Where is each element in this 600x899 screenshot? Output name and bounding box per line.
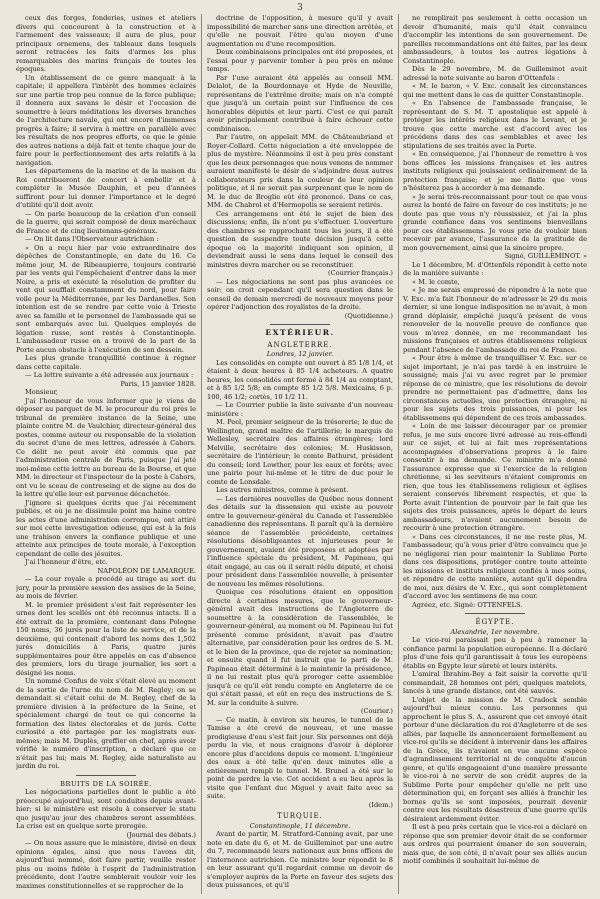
article-paragraph: — Ce matin, à environ six heures, le tunnel de la Tamise a été crevé de nouveau, et une masse prodigieuse d'eau s'est fait jour. Six personnes ont déjà perdu la vie, et nous craignons d'avoir à déplorer encore plus d'accidens depuis ce moment. L'ingénieur des eaux a été telle qu'en deux minutes elle a entièrement rempli le tunnel. M. Brunel a été sur le point de perdre la vie. Cet accident a eu lieu après la visite que l'enfant duc Miguel y avait faite avec sa suite. [207, 715, 393, 800]
article-paragraph: « M. le comte, [412, 277, 460, 286]
article-sig: NAPOLÉON DE LAMARQUE. [97, 566, 196, 575]
article-dateline: Londres, 12 janvier. [266, 350, 334, 358]
article-heading: EXTÉRIEUR. [265, 328, 335, 337]
article-paragraph: — Les négociations ne sont pas plus avancées ce soir: on croit cependant qu'il sera question dans le conseil de demain mercredi de nouveaux moyens pour opérer l'adjonction des royalistes de la droite. [207, 277, 393, 311]
article-paragraph: Les départemens de la marine et de la maison du Roi contribueront de concert à embellir et à compléter le Musée Dauphin, et peu d'années suffiront pour lui donner l'importance et le degré d'utilité qu'il doit avoir. [16, 167, 196, 209]
article-paragraph: ne remplirait pas seulement à cette occasion un devoir d'humanité, mais qu'il était convaincu d'accomplir les intentions de son gouvernement. De pareilles recommandations ont été faites, par les deux ambassadeurs, à toutes les autres légations à Constantinople. [403, 14, 587, 65]
article-paragraph: — On nous assure que le ministère, divisé en deux opinions égales, ainsi que nous l'avons dit, aujourd'hui nommé, doit faire partir, veuille rester plus ou moins fidèle à l'esprit de l'administration précédente, dont l'autre semblerait vouloir voir les maximes constitutionnelles et se rapprocher de la [16, 839, 196, 890]
article-small: BRUITS DE LA SOIRÉE. [60, 779, 152, 788]
article-paragraph: M. Peel, premier seigneur de la trésorerie; le duc de Wellington, grand maître de l'artillerie; le marquis de Wellesley, secrétaire des affaires étrangères; lord Melville, secrétaire des colonies; M. Huskisson, secrétaire de l'intérieur; le comte Bathurst, président du conseil; lord Lowther, pour les eaux et forêts; avec une pairie pour lui-même et le titre de duc pour le comte de Lonsdale. [207, 418, 393, 486]
article-paragraph: Dès le 29 novembre, M. de Guilleminot avait adressé la note suivante au baron d'Ottenfels : [403, 65, 587, 82]
article-sig: (Courier.) [360, 707, 393, 715]
article-subhead: ANGLETERRE. [267, 340, 333, 349]
article-sig: (Idem.) [368, 800, 393, 809]
article-paragraph: « On a reçu hier par voie extraordinaire des dépêches de Constantinople, en date du 16. Ce même jour, M. de Ribeaupierre, toujours contrarié par les vents qui l'empêchaient d'entrer dans la mer Noire, a pris et exécuté la résolution de profiter du vent qui soufflait constamment du nord, pour faire voile pour la Méditerranée, par les Dardanelles. Son intention est de se rendre par cette voie à Trieste avec sa famille et le personnel de l'ambassade qui se sont embarqués avec lui. Quelques employés de légation russe, sont restés à Constantinople. L'ambassadeur russe en a trouvé de la part de la Porte aucun obstacle à l'exécution de son dessein. [16, 243, 196, 354]
article-paragraph: M. le premier président s'est fait représenter les urnes dont les scellés ont été reconnus intacts. Il a été extrait de la première, contenant dans Pologne 150 noms, 36 jurés pour la liste de service, et de la deuxième, qui contenait d'abord les noms des 1,502 jurés domiciliés à Paris, quatre jurés supplémentaires pour être appelés en cas d'absence des premiers, lors du tirage journalier, les sort a désigné les noms. [16, 600, 196, 677]
article-paragraph: Un nommé Confus de voix s'était élevé au moment de la sortie de l'urne du nom de M. Regley; on se demandait si c'était celui de M. Regley, chef de la première division à la préfecture de la Seine, et spécialement chargé de tout ce qui concerne la formation des listes électorales et de jurés. Cette curiosité a été partagée par les magistrats eux-mêmes; mais M. Duplès, greffier en chef, après avoir vérifié le numéro d'inscription, a déclaré que ce n'était pas lui; mais M. Regley, aide naturaliste au jardin du roi. [16, 677, 196, 770]
article-paragraph: « M. le baron, « V. Exc. connaît les circonstances qui me mettent dans le cas de quitter Constantinople. [403, 82, 587, 99]
article-paragraph: Il est à peu près certain que le vice-roi a déclaré en réponse que son premier devoir était de se conformer aux ordres qui pourraient émaner de son souverain, mais que, de son côté, il n'avait pour ses alliés aucun motif combinés il souhaitait lui-même de [403, 823, 587, 865]
article-paragraph: J'ai l'honneur de vous informer que je viens de déposer au parquet de M. le procureur du roi près le tribunal de première instance de la Seine, une plainte contre M. de Vaulchier, directeur-général des postes, comme auteur ou responsable de la violation du secret d'une de mes lettres, adressée à Cahors. Ce délit ne peut avoir été commis que par l'administration centrale de Paris, puisque j'ai jeté moi-même cette lettre au bureau de la Bourse, et que MM. le directeur et l'inspecteur de la poste à Cahors, ont vu le sceau de contreseing et de signe au dos de la lettre qu'elle leur est parvenue décachetée. [16, 396, 196, 498]
article-paragraph: Monsieur, [25, 388, 59, 396]
section-separator [76, 775, 136, 776]
article-sig: Paris, 15 janvier 1828. [120, 379, 196, 388]
article-paragraph: « Pour être à même de tranquilliser V. Exc. sur ce sujet important, je n'ai pas tardé à en instruire le soussigné; mais j'ai vu avec regret par le premier réponse de ce ministre, que les résolutions de devoir prendre ne permettaient pas d'admettre, dans les circonstances actuelles, une protection étrangère, ni pour les sujets des trois puissances, ni pour les établissemens qui dépendent de ces trois ambassades. [403, 354, 587, 422]
article-paragraph: Le vice-roi paraissait peu à peu à ramener la confiance parmi la population européenne. Il a déclaré plus d'une fois qu'il garantissait à tous les européens établis en Égypte leur sûreté et leurs intérêts. [403, 636, 587, 670]
article-paragraph: — La cour royale a procédé au tirage au sort du jury, pour la première session des assises de la Seine, au mois de février. [16, 575, 196, 600]
article-paragraph: L'amiral Ibrahim-Bey a fait saisir la corvette qu'il commandait, 28 hommes ont péri, quelques matelots, lancés à une grande distance, ont été sauvés. [403, 670, 587, 695]
article-paragraph: doctrine de l'opposition, à mesure qu'il y avait impossibilité de marcher sans une direction arrêtée, et qu'elle ne pouvait l'être qu'au moyen d'une augmentation ou d'une recomposition. [207, 14, 393, 48]
article-paragraph: Par l'autre, on appelait MM. de Châteaubriand et Royer-Collard. Cette négociation a été enveloppée de plus de mystère. Néanmoins il est à peu près constant que les deux personnages que nous venons de nommer auraient manifesté le désir de s'adjoindre deux autres collaborateurs pris dans la couleur de leur opinion politique, et il ne serait pas surprenant que le nom de M. le duc de Broglie eût été prononcé. Dans ce cas, MM. de Chabrol et d'Hermopolis se seraient retirés. [207, 133, 393, 209]
article-paragraph: Quoique ces résolutions étaient en opposition directe à certaines mesures, que le gouverneur-général avait des instructions de l'Angleterre de soumettre à la considération de l'assemblée, le gouverneur-général, au moment où M. Papineau lui fut présenté comme président, n'avait pas d'autre alternative, par considération pour les ordres de S. M. et le bien de la province, que de rejeter sa nomination; et ensuite quand il fut instruit que le parti de M. Papineau était déterminé à le maintenir la présidence, il ne lui restait plus qu'à proroger cette assemblée jusqu'à ce qu'il eût rendu compte en Angleterre de ce qui s'était passé, et eût en reçu des instructions de S. M. sur la conduite à suivre. [207, 588, 393, 707]
article-paragraph: J'ai l'honneur d'être, etc. [25, 558, 108, 566]
article-paragraph: Les négociations partielles dont le public a été préoccupé aujourd'hui, sont conduites depuis avant-hier; si le ministère est résolu à conserver le statu quo jusqu'au jour des chambres seront assemblées. La crise est en quelque sorte prorogée. [16, 788, 196, 830]
article-paragraph: ceux des forges, fonderies, usines et ateliers divers qui concourent à la construction et à l'armement des vaisseaux; il aura de plus, pour principaux ornemens, des tableaux dans lesquels seront retracées les faits d'armes les plus remarquables des marins français de toutes les époques. [16, 14, 196, 73]
article-paragraph: Un établissement de ce genre manquait à la capitale; il appellera l'intérêt des hommes éclairés sur une partie trop peu connue de la force publique; il donnera aux savans le désir et l'occasion de soumettre à leurs méditations les diverses branches de l'architecture navale, qui ont encore d'immenses progrès à faire; il servira à mettre en parallèle avec les résultats de nos propres efforts, ce que le génie des autres nations a déjà fait et tente chaque jour de faire pour le perfectionnement des arts relatifs à la navigation. [16, 73, 196, 167]
article-paragraph: L'objet de la mission de M. Cradock semble aujourd'hui mieux connu. Les personnes qui approchent le plus S. A., assurent que cet envoyé était porteur d'une déclaration du roi d'Angleterre et de ses alliés, par laquelle ils annonceraient formellement au vice-roi qu'ils se décident à intervenir dans les affaires de la Grèce, ils n'avaient en vue aucune espèce d'agrandissement territorial ni de conquête d'aucun genre, et qu'ils engageaient d'une manière pressante le vice-roi à ne servir de son crédit auprès de la Sublime Porte pour empêcher qu'elle ne prît une détermination qui, en forçant ses alliés à franchir les bornes qu'ils se sont imposées, pourrait devenir contre eux les résultats désastreux d'une guerre qu'ils désiraient ardemment éviter. [403, 695, 587, 823]
article-paragraph: Ces arrangemens ont été le sujet de bien des discussions; enfin, ils n'ont pu s'effectuer. L'ouverture des chambres se rapprochant tous les jours, il a été question de suspendre toute décision jusqu'à cette époque où la majorité indiquant son opinion, il deviendrait aussi le sens dans lequel le conseil des ministres devra marcher ou se reconstituer. [207, 209, 393, 269]
article-paragraph: — Le Courrier publie la liste suivante d'un nouveau ministère : [207, 401, 393, 418]
article-sig: (Courrier français.) [328, 269, 393, 277]
column-rule [398, 14, 399, 894]
article-paragraph: Deux combinaisons principales ont été proposées, et l'essai pour y parvenir tomber à peu près en même temps. [207, 48, 393, 73]
column-1 [16, 14, 196, 894]
article-subhead: TURQUIE. [277, 812, 323, 820]
section-separator [270, 324, 330, 325]
article-paragraph: Les consolidés en compte ont ouvert à 85 1/8 1/4, et étaient à deux heures à 85 1/4 acheteurs. A quatre heures, les consolidés ont fermé à 84 1/4 au comptant, et à 85 1/2 5/8; en compte 85 1/2 5/8. Mexicains, 6 p. 100, 46 1/2; cortès, 10 1/2 11. [207, 358, 393, 401]
article-paragraph: « En conséquence, j'ai l'honneur de remettre à vos bons offices les missions françaises et les autres instituts religieux qui jouissaient ordinairement de la protection française; et je me flatte que vous n'hésiterez pas à accorder à ma demande. [403, 150, 587, 192]
article-paragraph: Agréez, etc. Signé: OTTENFELS. [412, 600, 523, 609]
article-dateline: Constantinople, 11 décembre. [249, 821, 351, 830]
article-subhead: ÉGYPTE. [475, 618, 515, 626]
article-paragraph: Les plus grande tranquillité continue à régner dans cette capitale. [16, 354, 196, 371]
article-paragraph: « Loin de me laisser décourager par ce premier refus, je me suis encore livré adressé au reis-effendi sur ce sujet, et lui ai fait mes représentations accompagnées d'observations propres à le faire consentir à ma demande. Ce ministre m'a donné l'assurance expresse que si l'exercice de la religion chrétienne, si les serviteurs n'étaient compromis en rien, que tous les établissemens religieux et églises seraient conservés librement respectés, et que la Porte avait l'intention de pourvoir par le fait que les sujets des trois puissances, après le départ de leurs ambassadeurs, n'avaient aucunement besoin de recourir à une protection étrangère. [403, 422, 587, 532]
article-sig: (Journal des débats.) [126, 830, 196, 839]
article-paragraph: J'ignore si quelques écrits que j'ai récemment publiés, et où je ne dissimule point ma haine contre les actes d'une administration corrompue, ont attiré sur moi cette investigation odieuse, qui est à la fois une trahison envers la confiance publique et une atteinte aux principes de toute morale, à l'exception cependant de celle des jésuites. [16, 498, 196, 558]
article-paragraph: « En l'absence de l'ambassade française, le représentant de S. M. T. apostolique est appelé à protéger les intérêts religieux dans le Levant, et je trouve que cette marche est d'accord avec les précédens dans des cas semblables et avec les stipulations de ses traités avec la Porte. [403, 99, 587, 150]
column-rule [201, 14, 202, 894]
article-paragraph: — Les dernières nouvelles de Québec nous donnent des détails sur la dissension qui existe au pouvoir entre le gouverneur-général du Canada et l'assemblée canadienne des représentans. Il paraît qu'à la dernière séance de l'assemblée précédente, certaines résolutions désobligeantes et injurieuses pour le gouvernement, avaient été proposées et adoptées par l'influence spéciale du président, M. Papineau, qui était engagé, au cas où il serait réélu député, et choisi pour président dans l'assemblée nouvelle, à présenter de nouveau les mêmes résolutions. [207, 494, 393, 588]
article-paragraph: Avant de partir, M. Stratford-Canning avait, par une note en date du 6, et M. de Guilleminot par une autre du 7, recommandé leurs nationaux aux bons offices de l'internonce autrichien. Ce ministre leur répondit le 8 en leur assurant qu'il regardait comme un devoir de s'employer auprès de la Porte en faveur des sujets des deux puissances, et qu'il [207, 830, 393, 889]
article-sig: Signé, GUILLEMINOT. » [504, 252, 587, 260]
article-paragraph: « Je me serais empressé de répondre à la note que V. Exc. m'a fait l'honneur de m'adresser le 29 du mois dernier, si une longue indisposition ne m'avait, à mon grand déplaisir, empêché jusqu'à présent de vous renouveler de la nouvelle preuve de confiance que vous m'avez donnée, en me recommandant les missions françaises et autres établissemens religieux pendant l'absence de l'ambassade du roi de France. [403, 286, 587, 354]
article-paragraph: — La lettre suivante a été adressée aux journaux : [25, 371, 194, 379]
column-3 [403, 14, 587, 894]
column-2 [207, 14, 393, 894]
article-paragraph: Les autres ministres, comme à présent. [216, 486, 349, 494]
section-separator [465, 613, 525, 614]
article-paragraph: Le 1 décembre, M. d'Ottenfels répondit à cette note de la manière suivante : [403, 260, 587, 277]
article-paragraph: « Dans ces circonstances, il ne me reste plus, M. l'ambassadeur, qu'à vous prier d'être convaincu que je ne négligerai rien pour maintenir la Sublime Porte dans ces dispositions, protéger contre toute atteinte les missions et instituts religieux confiés à mes soins, et répondre de cette manière, autant qu'il dépendra de moi, aux désirs de V. Exc., qui sont complètement d'accord avec les sentimens de ma cour. [403, 532, 587, 600]
article-dateline: Alexandrie, 1er novembre. [450, 627, 540, 636]
article-sig: (Quotidienne.) [344, 311, 393, 320]
article-paragraph: — On lit dans l'Observateur autrichien : [25, 235, 159, 243]
article-paragraph: — On parle beaucoup de la création d'un conseil de la guerre, qui serait composé de deux maréchaux de France et de cinq lieutenans-généraux. [16, 209, 196, 235]
article-paragraph: Par l'une auraient été appelés au conseil MM. Delalot, de la Bourdonnaye et Hyde de Neuville, représentans de l'extrême droite; mais on n'a compté que jusqu'à un certain point sur l'influence de ces honorables députés et leur parti. C'est ce qui paraît avoir principalement contribué à faire échouer cette combinaison. [207, 73, 393, 133]
article-paragraph: « Je serai très-reconnaissant pour tout ce que vous aurez la bonté de faire en faveur de ces instituts; je ne doute pas que vous n'y réussissiez, et j'ai la plus grande confiance dans vos sentimens bienveillans pour ces établissemens. Je vous prie de vouloir bien recevoir par avance, l'assurance de la gratitude de mon gouvernement, ainsi que la sincère propre. [403, 192, 587, 252]
page-number: 3 [297, 3, 303, 13]
